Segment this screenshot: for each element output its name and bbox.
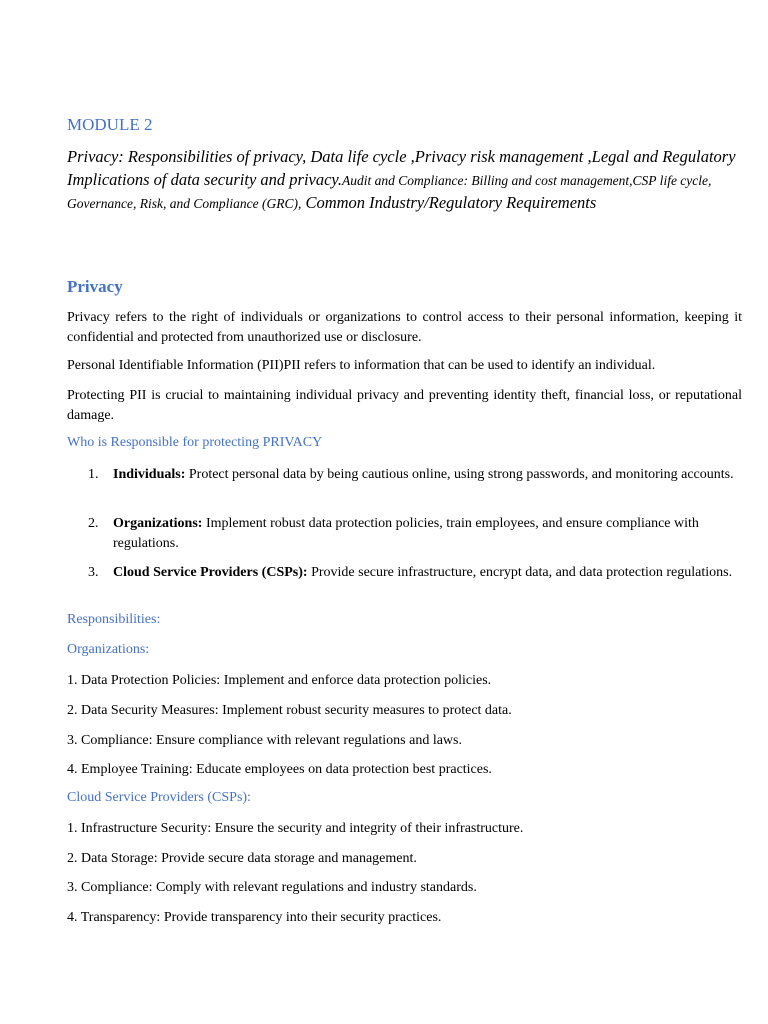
organizations-list-item: 4. Employee Training: Educate employees on data protection best practices. [67, 762, 492, 777]
csp-list-item: 1. Infrastructure Security: Ensure the security and integrity of their infrastructure. [67, 821, 524, 836]
subtitle-part-3: Common Industry/Regulatory Requirements [301, 193, 597, 212]
who-list-item [88, 514, 743, 554]
list-term: Individuals: [113, 467, 186, 482]
module-subtitle [67, 146, 743, 216]
list-term: Organizations: [113, 516, 203, 531]
organizations-list-item: 2. Data Security Measures: Implement robust security measures to protect data. [67, 703, 512, 718]
list-description: Provide secure infrastructure, encrypt data, and data protection regulations. [307, 565, 733, 580]
subtitle-part-2: Audit and Compliance: Billing and cost management,CSP life cycle, Governance, Risk, and Compliance (GRC), [67, 172, 712, 211]
organizations-list-item: 3. Compliance: Ensure compliance with relevant regulations and laws. [67, 733, 462, 748]
csp-list-item: 3. Compliance: Comply with relevant regulations and industry standards. [67, 880, 477, 895]
who-responsible-heading: Who is Responsible for protecting PRIVACY [67, 435, 323, 450]
subtitle-part-1: Privacy: Responsibilities of privacy, Data life cycle ,Privacy risk management ,Legal and Regulatory Implications of data security and privacy. [67, 147, 736, 189]
list-description: Protect personal data by being cautious online, using strong passwords, and monitoring accounts. [185, 467, 734, 482]
section-title: Privacy [67, 277, 123, 296]
csp-list-item: 2. Data Storage: Provide secure data storage and management. [67, 851, 417, 866]
organizations-list-item: 1. Data Protection Policies: Implement and enforce data protection policies. [67, 673, 492, 688]
list-term: Cloud Service Providers (CSPs): [113, 565, 308, 580]
module-heading: MODULE 2 [67, 115, 153, 134]
list-number: 3. [88, 565, 99, 580]
who-list-item [88, 563, 743, 583]
organizations-heading: Organizations: [67, 642, 150, 657]
paragraph-privacy-definition: Privacy refers to the right of individuals or organizations to control access to their personal information, keeping it confidential and protected from unauthorized use or disclosure. [67, 310, 742, 345]
who-list-item [88, 465, 743, 485]
paragraph-pii-definition: Personal Identifiable Information (PII)PII refers to information that can be used to identify an individual. [67, 358, 656, 373]
csp-list-item: 4. Transparency: Provide transparency into their security practices. [67, 910, 442, 925]
csp-heading: Cloud Service Providers (CSPs): [67, 790, 251, 805]
list-number: 2. [88, 516, 99, 531]
list-number: 1. [88, 467, 99, 482]
list-description: Implement robust data protection policies, train employees, and ensure compliance with regulations. [113, 516, 699, 551]
paragraph-protecting-pii: Protecting PII is crucial to maintaining individual privacy and preventing identity theft, financial loss, or reputational damage. [67, 388, 742, 423]
responsibilities-heading: Responsibilities: [67, 612, 161, 627]
